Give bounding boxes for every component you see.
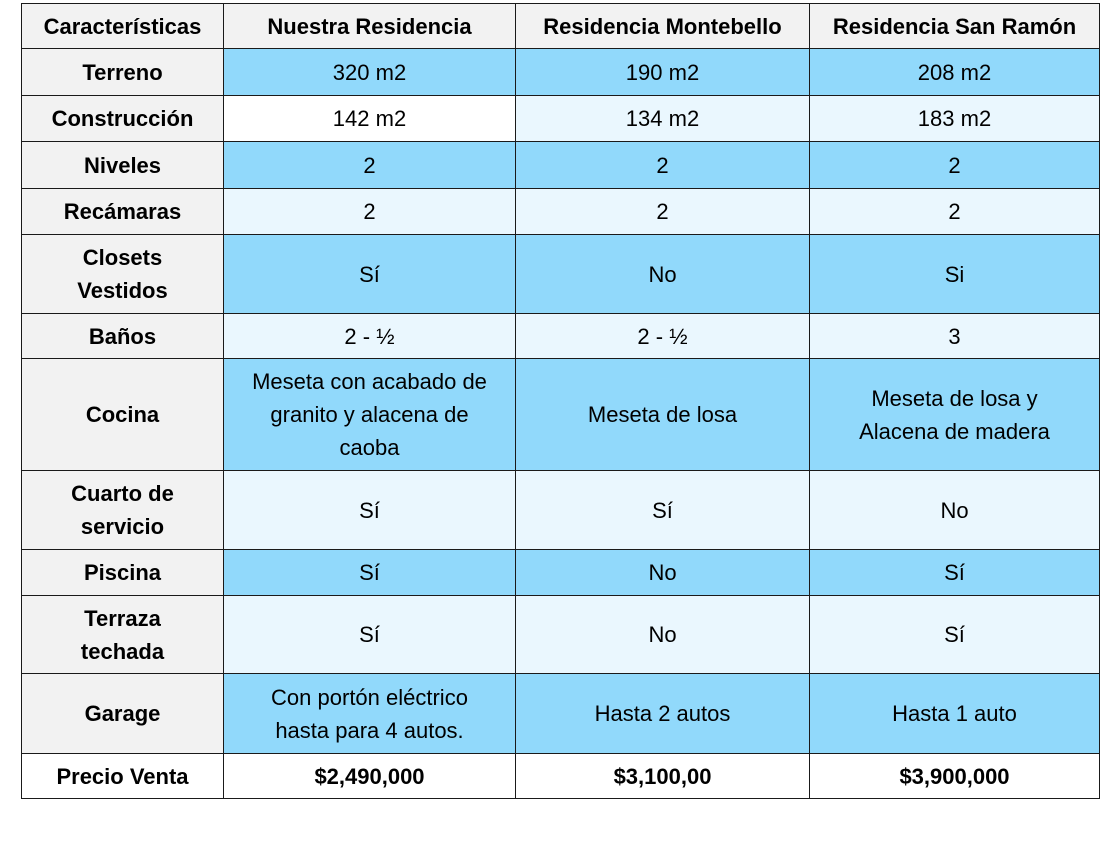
- cell-montebello: No: [516, 550, 810, 596]
- header-row: [22, 4, 1100, 49]
- cell-nuestra: 2: [224, 142, 516, 189]
- row-label: Construcción: [22, 96, 224, 142]
- cell-montebello: 190 m2: [516, 49, 810, 96]
- row-label: Cuarto de servicio: [22, 471, 224, 550]
- row-recamaras: [22, 189, 1100, 235]
- row-closets-vestidos: [22, 235, 1100, 314]
- cell-san-ramon: Sí: [810, 596, 1100, 674]
- cell-san-ramon: 183 m2: [810, 96, 1100, 142]
- cell-nuestra: Sí: [224, 235, 516, 314]
- row-niveles: [22, 142, 1100, 189]
- cell-san-ramon: 208 m2: [810, 49, 1100, 96]
- row-label: Niveles: [22, 142, 224, 189]
- cell-san-ramon: 3: [810, 314, 1100, 359]
- cell-san-ramon: Meseta de losa y Alacena de madera: [810, 359, 1100, 471]
- row-construccion: [22, 96, 1100, 142]
- row-label: Recámaras: [22, 189, 224, 235]
- cell-nuestra: 2: [224, 189, 516, 235]
- cell-san-ramon: 2: [810, 142, 1100, 189]
- row-label: Terraza techada: [22, 596, 224, 674]
- row-label: Closets Vestidos: [22, 235, 224, 314]
- row-banos: [22, 314, 1100, 359]
- row-garage: [22, 674, 1100, 754]
- row-label: Terreno: [22, 49, 224, 96]
- cell-san-ramon: Si: [810, 235, 1100, 314]
- price-san-ramon: $3,900,000: [810, 754, 1100, 799]
- cell-nuestra: 320 m2: [224, 49, 516, 96]
- header-features: Características: [22, 4, 224, 49]
- cell-montebello: 2: [516, 189, 810, 235]
- price-montebello: $3,100,00: [516, 754, 810, 799]
- cell-san-ramon: No: [810, 471, 1100, 550]
- row-label: Cocina: [22, 359, 224, 471]
- row-label: Garage: [22, 674, 224, 754]
- cell-nuestra: Sí: [224, 550, 516, 596]
- row-cuarto-de-servicio: [22, 471, 1100, 550]
- row-label: Baños: [22, 314, 224, 359]
- row-label: Precio Venta: [22, 754, 224, 799]
- row-precio-venta: [22, 754, 1100, 799]
- price-nuestra: $2,490,000: [224, 754, 516, 799]
- cell-montebello: 2 - ½: [516, 314, 810, 359]
- comparison-table: [21, 3, 1100, 799]
- cell-montebello: 2: [516, 142, 810, 189]
- cell-montebello: Hasta 2 autos: [516, 674, 810, 754]
- header-nuestra-residencia: Nuestra Residencia: [224, 4, 516, 49]
- row-label: Piscina: [22, 550, 224, 596]
- cell-montebello: No: [516, 235, 810, 314]
- row-terraza-techada: [22, 596, 1100, 674]
- header-residencia-san-ramon: Residencia San Ramón: [810, 4, 1100, 49]
- cell-nuestra: Sí: [224, 471, 516, 550]
- cell-san-ramon: 2: [810, 189, 1100, 235]
- cell-nuestra: Con portón eléctrico hasta para 4 autos.: [224, 674, 516, 754]
- row-terreno: [22, 49, 1100, 96]
- row-cocina: [22, 359, 1100, 471]
- cell-montebello: Meseta de losa: [516, 359, 810, 471]
- header-residencia-montebello: Residencia Montebello: [516, 4, 810, 49]
- row-piscina: [22, 550, 1100, 596]
- cell-montebello: 134 m2: [516, 96, 810, 142]
- cell-san-ramon: Hasta 1 auto: [810, 674, 1100, 754]
- cell-nuestra: 142 m2: [224, 96, 516, 142]
- cell-nuestra: 2 - ½: [224, 314, 516, 359]
- cell-montebello: No: [516, 596, 810, 674]
- cell-montebello: Sí: [516, 471, 810, 550]
- cell-nuestra: Meseta con acabado de granito y alacena de caoba: [224, 359, 516, 471]
- cell-nuestra: Sí: [224, 596, 516, 674]
- cell-san-ramon: Sí: [810, 550, 1100, 596]
